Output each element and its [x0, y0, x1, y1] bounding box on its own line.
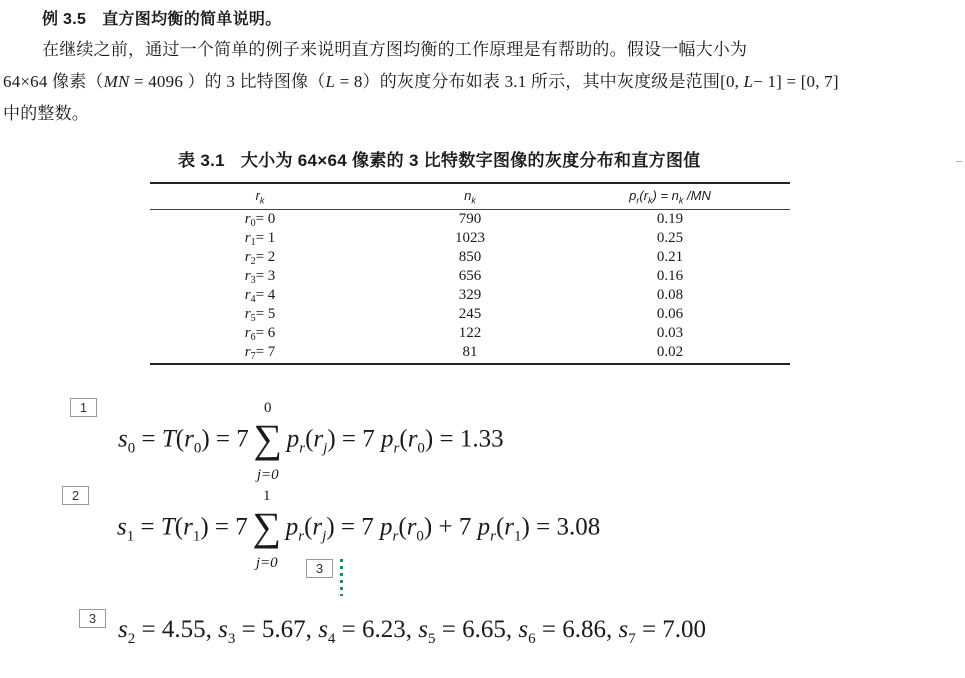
header-rk: $r_k$	[255, 188, 265, 206]
cell-rk: $r_6= 6$	[244, 325, 276, 343]
cell-pr: 0.16	[656, 268, 684, 284]
example-title: 直方图均衡的简单说明。	[102, 11, 282, 28]
cell-rk: $r_3= 3$	[244, 268, 276, 286]
text-span: = 8）的灰度分布如表 3.1 所示，其中灰度级是范围[0,	[335, 72, 744, 91]
table-header-row	[150, 188, 790, 206]
table-caption-text: 大小为 64×64 像素的 3 比特数字图像的灰度分布和直方图值	[240, 151, 701, 170]
table-row	[150, 324, 790, 343]
cell-nk: 1023	[455, 230, 485, 246]
cell-rk: $r_7= 7$	[244, 344, 276, 362]
header-pr: $p_r(r_k) = n_k$ /MN	[629, 188, 711, 206]
cell-rk: $r_5= 5$	[244, 306, 276, 324]
cell-nk: 245	[458, 306, 482, 322]
paragraph-line-3: 中的整数。	[3, 104, 89, 123]
histogram-table	[150, 182, 790, 367]
example-heading	[42, 6, 282, 29]
equation-s2-s7: $s_2 = 4.55$, $s_3 = 5.67$, $s_4 = 6.23$, $s_5 = 6.65$, $s_6 = 6.86$, $s_7 = 7.00$	[118, 616, 707, 647]
cell-nk: 329	[458, 287, 482, 303]
table-top-rule	[150, 182, 790, 184]
table-caption	[178, 146, 701, 171]
example-label: 例 3.5	[42, 11, 87, 28]
math-var: L	[325, 72, 336, 91]
text-span: 64×64 像素（	[3, 72, 104, 91]
equation-badge-3-inline[interactable]: 3	[306, 559, 333, 578]
summation-icon: 1 ∑ j=0	[252, 488, 281, 571]
cell-rk: $r_4= 4$	[244, 287, 276, 305]
cell-nk: 122	[458, 325, 482, 341]
table-bottom-rule	[150, 363, 790, 365]
cell-pr: 0.25	[656, 230, 684, 246]
table-row	[150, 267, 790, 286]
text-span: = 4096 ）的 3 比特图像（	[129, 72, 326, 91]
equation-badge-1[interactable]: 1	[70, 398, 97, 417]
cell-nk: 81	[462, 344, 478, 360]
header-nk: $n_k$	[464, 188, 476, 206]
table-caption-label: 表 3.1	[178, 151, 225, 170]
table-row	[150, 229, 790, 248]
table-row	[150, 343, 790, 362]
cell-pr: 0.02	[656, 344, 684, 360]
cell-rk: $r_1= 1$	[244, 230, 276, 248]
cell-nk: 850	[458, 249, 482, 265]
cell-rk: $r_0= 0$	[244, 211, 276, 229]
insertion-marker	[340, 559, 343, 596]
cell-pr: 0.06	[656, 306, 684, 322]
table-row	[150, 305, 790, 324]
cell-pr: 0.19	[656, 211, 684, 227]
math-var: MN	[103, 72, 130, 91]
table-row	[150, 248, 790, 267]
table-row	[150, 286, 790, 305]
cell-nk: 790	[458, 211, 482, 227]
cell-rk: $r_2= 2$	[244, 249, 276, 267]
summation-icon: 0 ∑ j=0	[253, 400, 282, 483]
cell-nk: 656	[458, 268, 482, 284]
cell-pr: 0.03	[656, 325, 684, 341]
equation-s1: $s_1 = T(r_1) = 7$ 1 ∑ j=0 $p_r(r_j) = 7$ $p_r(r_0) + 7$ $p_r(r_1) = 3.08$	[117, 488, 601, 571]
text-span: − 1] = [0, 7]	[753, 72, 839, 91]
paragraph-line-2	[3, 67, 839, 92]
cell-pr: 0.21	[656, 249, 684, 265]
math-var: L	[743, 72, 754, 91]
cell-pr: 0.08	[656, 287, 684, 303]
equation-badge-3[interactable]: 3	[79, 609, 106, 628]
equation-s0: $s_0 = T(r_0) = 7$ 0 ∑ j=0 $p_r(r_j) = 7$ $p_r(r_0) = 1.33$	[118, 400, 504, 483]
paragraph-line-1: 在继续之前，通过一个简单的例子来说明直方图均衡的工作原理是有帮助的。假设一幅大小为	[42, 40, 748, 59]
table-row	[150, 210, 790, 229]
equation-badge-2[interactable]: 2	[62, 486, 89, 505]
edge-tick-mark	[956, 161, 962, 162]
